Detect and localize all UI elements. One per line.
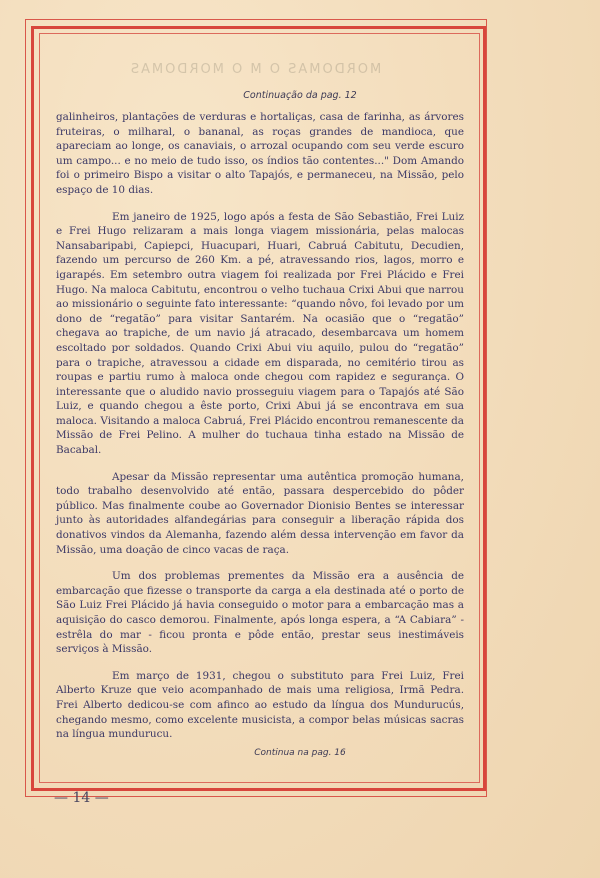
paragraph-3: Apesar da Missão representar uma autêntica promoção humana, todo trabalho desenvolvido até então, passara despercebido do pôder público. Mas finalmente coube ao Governador Dionisio Bentes se interessar junto às autoridades alfandegárias para conseguir a liberação rápida dos donativos vindos da Alemanha, fazendo além dessa intervenção em favor da Missão, uma doação de cinco vacas de raça.	[56, 470, 464, 556]
paragraph-1: galinheiros, plantações de verduras e hortaliças, casa de farinha, as árvores fruteiras, o milharal, o bananal, as roças grandes de mandioca, que apareciam ao longe, os canaviais, o arrozal ocupando com seu verde escuro um campo... e no meio de tudo isso, os índios tão contentes..." Dom Amando foi o primeiro Bispo a visitar o alto Tapajós, e permaneceu, na Missão, pelo espaço de 10 dias.	[56, 111, 464, 196]
continuation-from-note: Continuação da pag. 12	[243, 90, 357, 101]
page-number: — 14 —	[54, 790, 109, 806]
article-body	[56, 110, 464, 742]
bleed-through-watermark: MORDOMAS O M O MORDOMAS	[128, 62, 382, 77]
paragraph-2: Em janeiro de 1925, logo após a festa de São Sebastião, Frei Luiz e Frei Hugo relizaram a mais longa viagem missionária, pelas malocas Nansabaripabi, Capiepci, Huacupari, Huari, Cabruá Cabitutu, Decudien, fazendo um percurso de 260 Km. a pé, atravessando rios, lagos, morro e igarapés. Em setembro outra viagem foi realizada por Frei Plácido e Frei Hugo. Na maloca Cabitutu, encontrou o velho tuchaua Crixi Abui que narrou ao missionário o seguinte fato interessante: “quando nôvo, foi levado por um dono de “regatão” para visitar Santarém. Na ocasião que o “regatão” chegava ao trapiche, de um navio já atracado, desembarcava um homem escoltado por soldados. Quando Crixi Abui viu aquilo, pulou do “regatão” para o trapiche, atravessou a cidade em disparada, no cemitério tirou as roupas e partiu rumo à maloca onde chegou com rapidez e segurança. O interessante que o aludido navio prosseguiu viagem para o Tapajós até São Luiz, e quando chegou a êste porto, Crixi Abui já se encontrava em sua maloca. Visitando a maloca Cabruá, Frei Plácido encontrou remanescente da Missão de Frei Pelino. A mulher do tuchaua tinha estado na Missão de Bacabal.	[56, 210, 464, 457]
continuation-to-note: Continua na pag. 16	[254, 748, 346, 758]
paragraph-5: Em março de 1931, chegou o substituto para Frei Luiz, Frei Alberto Kruze que veio acompanhado de mais uma religiosa, Irmã Pedra. Frei Alberto dedicou-se com afinco ao estudo da língua dos Mundurucús, chegando mesmo, como excelente musicista, a compor belas músicas sacras na língua munduruсu.	[56, 669, 464, 741]
paragraph-4: Um dos problemas prementes da Missão era a ausência de embarcação que fizesse o transporte da carga a ela destinada até o porto de São Luiz Frei Plácido já havia conseguido o motor para a embarcação mas a aquisição do casco demorou. Finalmente, após longa espera, a “A Cabiara” - estrêla do mar - ficou pronta e pôde então, prestar seus inestimáveis serviços à Missão.	[56, 570, 464, 656]
